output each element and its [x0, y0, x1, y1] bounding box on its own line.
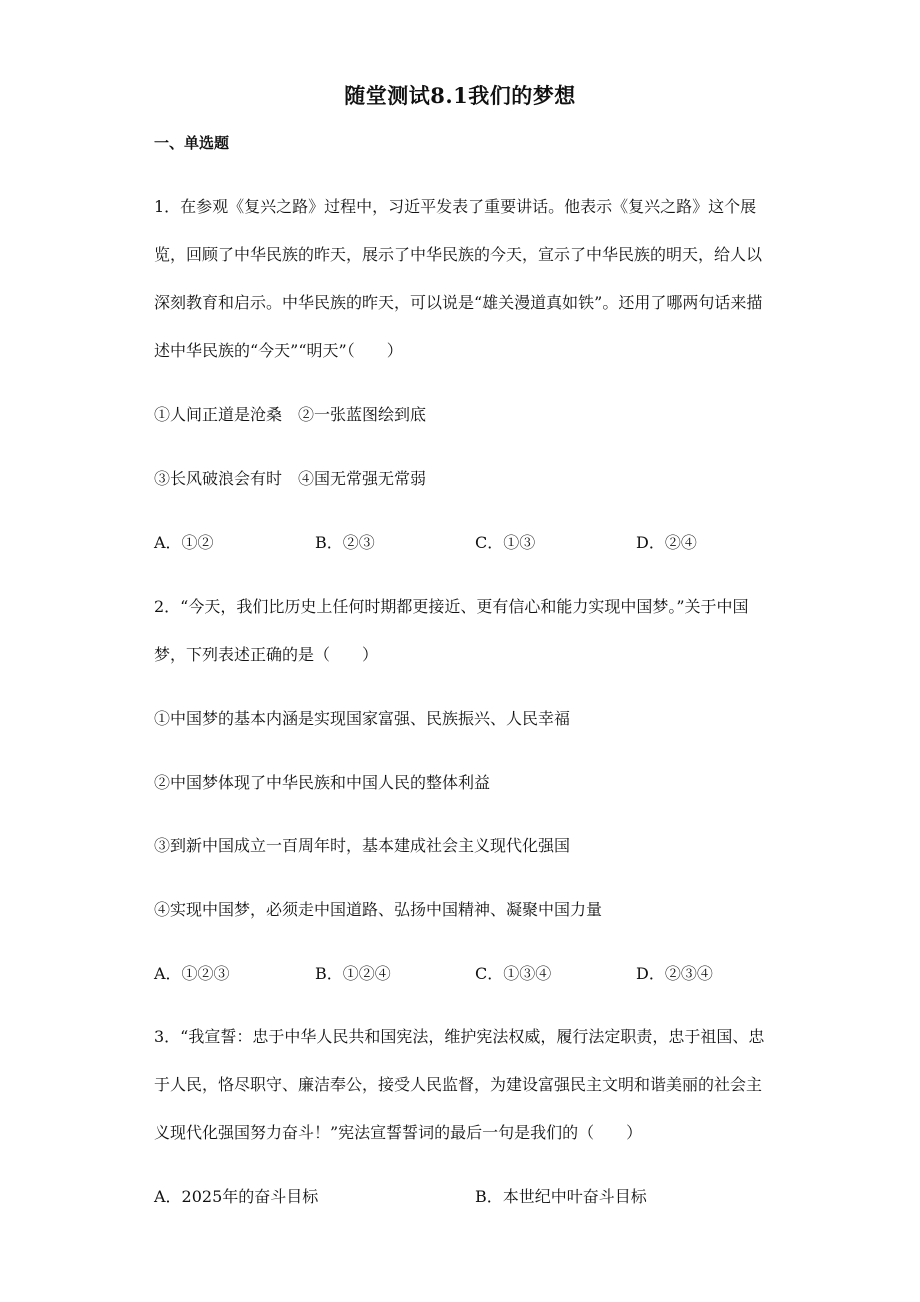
- question-text-line: 2．“今天，我们比历史上任何时期都更接近、更有信心和能力实现中国梦。”关于中国: [154, 597, 749, 616]
- option-a[interactable]: A．①②③: [154, 964, 230, 983]
- statement-line: ②中国梦体现了中华民族和中国人民的整体利益: [154, 773, 491, 792]
- page-title: 随堂测试8.1我们的梦想: [344, 83, 576, 108]
- option-b[interactable]: B．②③: [315, 533, 375, 552]
- question-text-line: 于人民，恪尽职守、廉洁奉公，接受人民监督，为建设富强民主文明和谐美丽的社会主: [154, 1075, 763, 1094]
- option-c[interactable]: C．①③④: [475, 964, 552, 983]
- question-text-line: 3．“我宣誓：忠于中华人民共和国宪法，维护宪法权威，履行法定职责，忠于祖国、忠: [154, 1027, 765, 1046]
- question-text-line: 深刻教育和启示。中华民族的昨天，可以说是“雄关漫道真如铁”。还用了哪两句话来描: [154, 293, 763, 312]
- option-b[interactable]: B．本世纪中叶奋斗目标: [475, 1187, 647, 1206]
- question-text-line: 览，回顾了中华民族的昨天，展示了中华民族的今天，宣示了中华民族的明天，给人以: [154, 245, 763, 264]
- option-d[interactable]: D．②③④: [636, 964, 713, 983]
- option-a[interactable]: A．2025年的奋斗目标: [154, 1187, 319, 1206]
- statement-line: ①人间正道是沧桑 ②一张蓝图绘到底: [154, 405, 427, 424]
- statement-line: ③长风破浪会有时 ④国无常强无常弱: [154, 469, 427, 488]
- question-text-line: 1．在参观《复兴之路》过程中，习近平发表了重要讲话。他表示《复兴之路》这个展: [154, 197, 757, 216]
- question-text-line: 梦，下列表述正确的是（ ）: [154, 645, 379, 664]
- question-text-line: 述中华民族的“今天”“明天”（ ）: [154, 341, 403, 360]
- statement-line: ①中国梦的基本内涵是实现国家富强、民族振兴、人民幸福: [154, 709, 571, 728]
- option-b[interactable]: B．①②④: [315, 964, 391, 983]
- option-a[interactable]: A．①②: [154, 533, 214, 552]
- question-text-line: 义现代化强国努力奋斗！”宪法宣誓誓词的最后一句是我们的（ ）: [154, 1123, 643, 1142]
- section-heading: 一、单选题: [154, 134, 230, 152]
- statement-line: ④实现中国梦，必须走中国道路、弘扬中国精神、凝聚中国力量: [154, 900, 603, 919]
- statement-line: ③到新中国成立一百周年时，基本建成社会主义现代化强国: [154, 836, 571, 855]
- option-d[interactable]: D．②④: [636, 533, 697, 552]
- option-c[interactable]: C．①③: [475, 533, 536, 552]
